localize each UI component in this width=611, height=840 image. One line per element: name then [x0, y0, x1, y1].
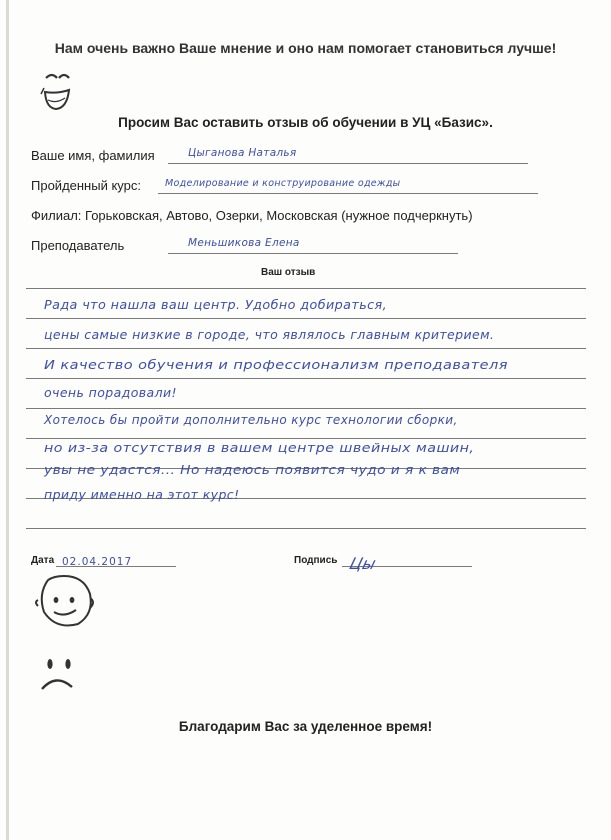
teacher-underline	[168, 253, 458, 254]
review-text-line[interactable]: очень порадовали!	[44, 385, 177, 400]
review-rule	[26, 528, 586, 529]
review-text-line[interactable]: И качество обучения и профессионализм преподавателя	[44, 357, 508, 372]
review-text-line[interactable]: приду именно на этот курс!	[44, 487, 240, 502]
review-text-line[interactable]: но из-за отсутствия в вашем центре швейных машин,	[44, 440, 475, 455]
signature-label: Подпись	[294, 555, 338, 566]
smiley-sad-icon	[38, 657, 82, 693]
review-rule	[26, 408, 586, 409]
review-text-line[interactable]: Рада что нашла ваш центр. Удобно добираться,	[44, 297, 388, 312]
name-underline	[168, 163, 528, 164]
review-text-line[interactable]: Хотелось бы пройти дополнительно курс технологии сборки,	[44, 412, 458, 427]
name-label: Ваше имя, фамилия	[31, 148, 155, 163]
review-rule	[26, 318, 586, 319]
teacher-value[interactable]: Меньшикова Елена	[188, 237, 300, 249]
review-rule	[26, 438, 586, 439]
branch-label: Филиал: Горьковская, Автово, Озерки, Московская (нужное подчеркнуть)	[31, 208, 473, 223]
teacher-label: Преподаватель	[31, 238, 125, 253]
review-text-line[interactable]: увы не удастся... Но надеюсь появится чудо и я к вам	[44, 462, 461, 477]
date-value[interactable]: 02.04.2017	[62, 556, 133, 568]
smiley-laughing-icon	[40, 70, 74, 114]
thank-you-message: Благодарим Вас за уделенное время!	[178, 719, 433, 734]
course-underline	[158, 193, 538, 194]
review-label: Ваш отзыв	[261, 267, 316, 278]
smiley-happy-icon	[34, 572, 98, 632]
course-label: Пройденный курс:	[31, 178, 141, 193]
name-value[interactable]: Цыганова Наталья	[188, 147, 297, 159]
page-title: Нам очень важно Ваше мнение и оно нам помогает становиться лучше!	[54, 40, 557, 56]
signature-value[interactable]: Цы	[347, 554, 379, 573]
course-value[interactable]: Моделирование и конструирование одежды	[165, 178, 401, 189]
page-subtitle: Просим Вас оставить отзыв об обучении в УЦ «Базис».	[118, 115, 493, 130]
review-text-line[interactable]: цены самые низкие в городе, что являлось главным критерием.	[44, 327, 495, 342]
review-rule	[26, 378, 586, 379]
date-label: Дата	[31, 555, 55, 566]
review-rule	[26, 288, 586, 289]
review-rule	[26, 348, 586, 349]
